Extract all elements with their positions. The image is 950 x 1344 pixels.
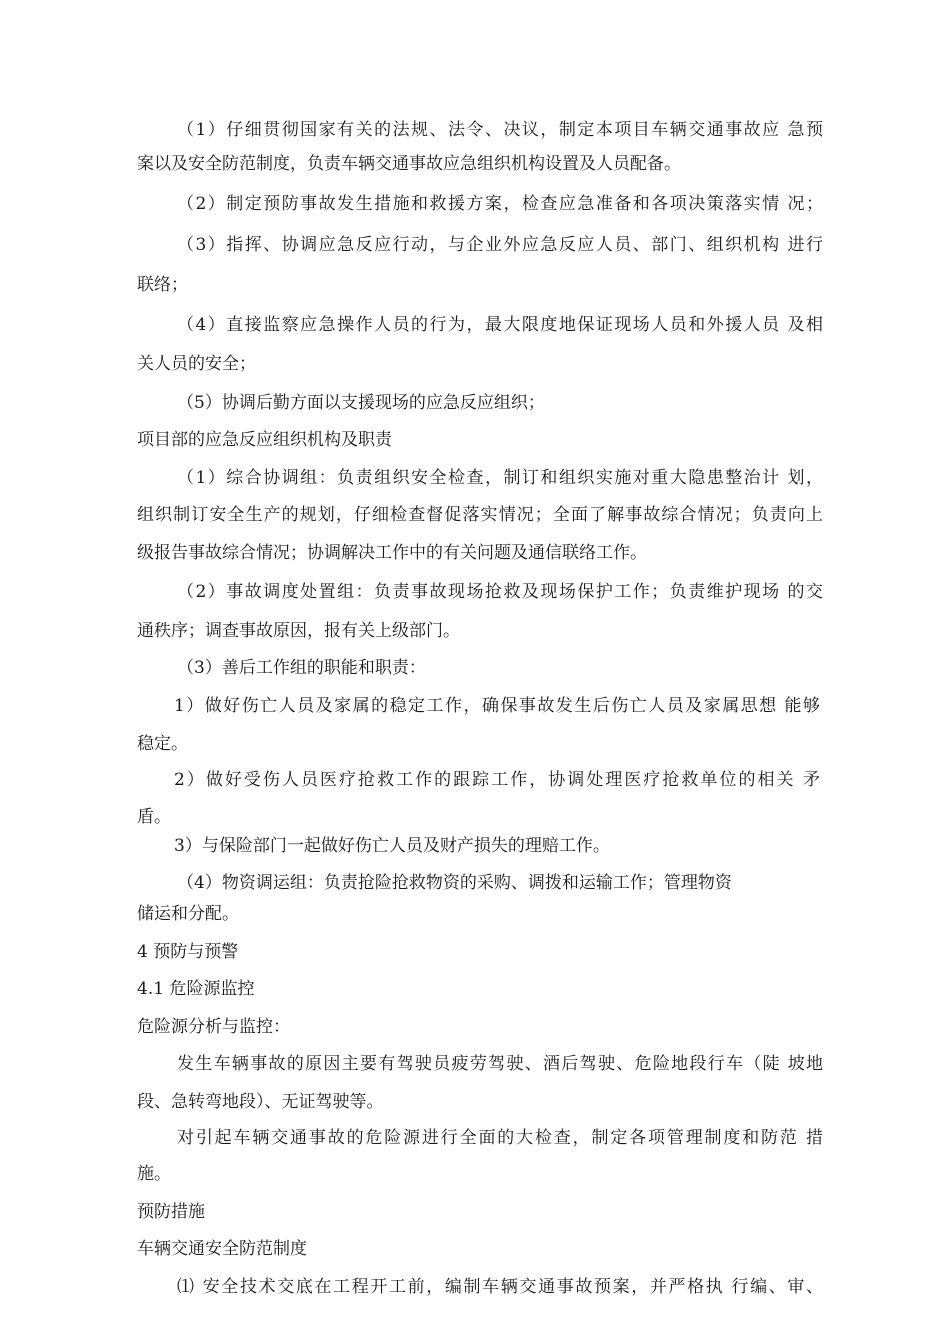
text-line: （4）直接监察应急操作人员的行为，最大限度地保证现场人员和外援人员 及相 bbox=[177, 315, 823, 335]
text-line: （3）指挥、协调应急反应行动，与企业外应急反应人员、部门、组织机构 进行 bbox=[177, 235, 823, 255]
section-heading: 4.1 危险源监控 bbox=[137, 979, 255, 999]
text-line: 2）做好受伤人员医疗抢救工作的跟踪工作，协调处理医疗抢救单位的相关 矛 bbox=[174, 770, 820, 790]
text-line: 组织制订安全生产的规划，仔细检查督促落实情况；全面了解事故综合情况；负责向上 bbox=[137, 505, 823, 525]
text-line: 发生车辆事故的原因主要有驾驶员疲劳驾驶、酒后驾驶、危险地段行车（陡 坡地 bbox=[177, 1054, 823, 1074]
section-heading: 车辆交通安全防范制度 bbox=[137, 1239, 307, 1259]
text-line: 盾。 bbox=[137, 807, 171, 827]
section-heading: 预防措施 bbox=[137, 1202, 205, 1222]
section-heading: 项目部的应急反应组织机构及职责 bbox=[137, 430, 392, 450]
text-line: 关人员的安全； bbox=[137, 354, 256, 374]
text-line: 级报告事故综合情况；协调解决工作中的有关问题及通信联络工作。 bbox=[137, 543, 647, 563]
text-line: （4）物资调运组：负责抢险抢救物资的采购、调拨和运输工作；管理物资 bbox=[177, 873, 732, 893]
text-line: 储运和分配。 bbox=[137, 904, 239, 924]
text-line: 通秩序；调查事故原因，报有关上级部门。 bbox=[137, 621, 460, 641]
text-line: 危险源分析与监控： bbox=[137, 1017, 290, 1037]
text-line: 对引起车辆交通事故的危险源进行全面的大检查，制定各项管理制度和防范 措 bbox=[177, 1128, 823, 1148]
text-line: 稳定。 bbox=[137, 734, 188, 754]
text-line: （2）事故调度处置组：负责事故现场抢救及现场保护工作；负责维护现场 的交 bbox=[177, 582, 823, 602]
text-line: （3）善后工作组的职能和职责： bbox=[177, 658, 426, 678]
text-line: 1）做好伤亡人员及家属的稳定工作，确保事故发生后伤亡人员及家属思想 能够 bbox=[174, 696, 820, 716]
text-line: （2）制定预防事故发生措施和救援方案，检查应急准备和各项决策落实情 况； bbox=[177, 194, 823, 214]
section-heading: 4 预防与预警 bbox=[137, 942, 239, 962]
text-line: 联络； bbox=[137, 275, 188, 295]
text-line: ⑴ 安全技术交底在工程开工前，编制车辆交通事故预案，并严格执 行编、审、 bbox=[177, 1277, 823, 1297]
text-line: （1）综合协调组：负责组织安全检查，制订和组织实施对重大隐患整治计 划， bbox=[177, 468, 823, 488]
text-line: （1）仔细贯彻国家有关的法规、法令、决议，制定本项目车辆交通事故应 急预 bbox=[177, 120, 823, 140]
text-line: 施。 bbox=[137, 1164, 171, 1184]
text-line: （5）协调后勤方面以支援现场的应急反应组织； bbox=[177, 393, 545, 413]
text-line: 段、急转弯地段）、无证驾驶等。 bbox=[137, 1092, 384, 1112]
text-line: 3）与保险部门一起做好伤亡人员及财产损失的理赔工作。 bbox=[174, 836, 610, 856]
text-line: 案以及安全防范制度，负责车辆交通事故应急组织机构设置及人员配备。 bbox=[137, 154, 681, 174]
